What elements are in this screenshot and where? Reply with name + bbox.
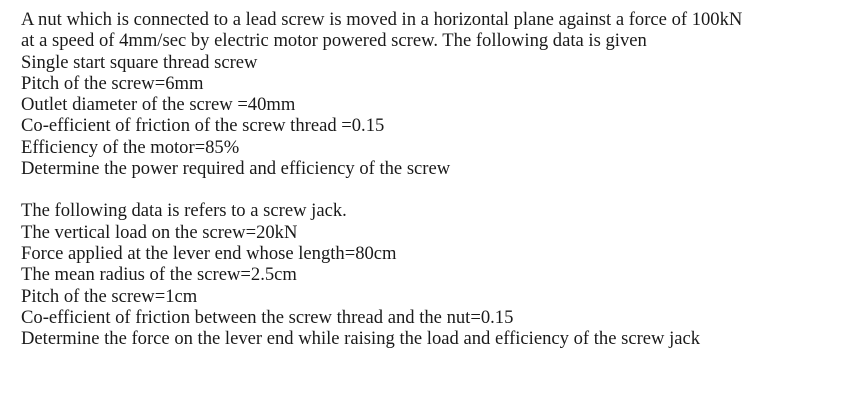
problem-1-line-8: Determine the power required and efficiency of the screw: [21, 158, 451, 180]
document-page: [21, 9, 856, 349]
problem-1-line-4: Pitch of the screw=6mm: [21, 72, 204, 94]
problem-2-line-2: The vertical load on the screw=20kN: [21, 221, 298, 243]
problem-2-line-3: Force applied at the lever end whose length=80cm: [21, 242, 397, 264]
problem-1-line-3: Single start square thread screw: [21, 51, 258, 73]
problem-2-line-4: The mean radius of the screw=2.5cm: [21, 264, 297, 286]
problem-1-line-2: at a speed of 4mm/sec by electric motor powered screw. The following data is given: [21, 30, 647, 52]
problem-2-line-7: Determine the force on the lever end while raising the load and efficiency of the screw jack: [21, 328, 701, 350]
problem-2-line-5: Pitch of the screw=1cm: [21, 285, 198, 307]
problem-2-line-6: Co-efficient of friction between the screw thread and the nut=0.15: [21, 306, 514, 328]
problem-1-line-6: Co-efficient of friction of the screw thread =0.15: [21, 115, 385, 137]
problem-1-line-1: A nut which is connected to a lead screw is moved in a horizontal plane against a force of 100kN: [21, 9, 743, 30]
problem-2: [21, 200, 856, 349]
problem-1-line-5: Outlet diameter of the screw =40mm: [21, 94, 296, 116]
problem-1-line-7: Efficiency of the motor=85%: [21, 136, 240, 158]
problem-1: [21, 9, 856, 179]
problem-2-line-1: The following data is refers to a screw jack.: [21, 200, 347, 222]
